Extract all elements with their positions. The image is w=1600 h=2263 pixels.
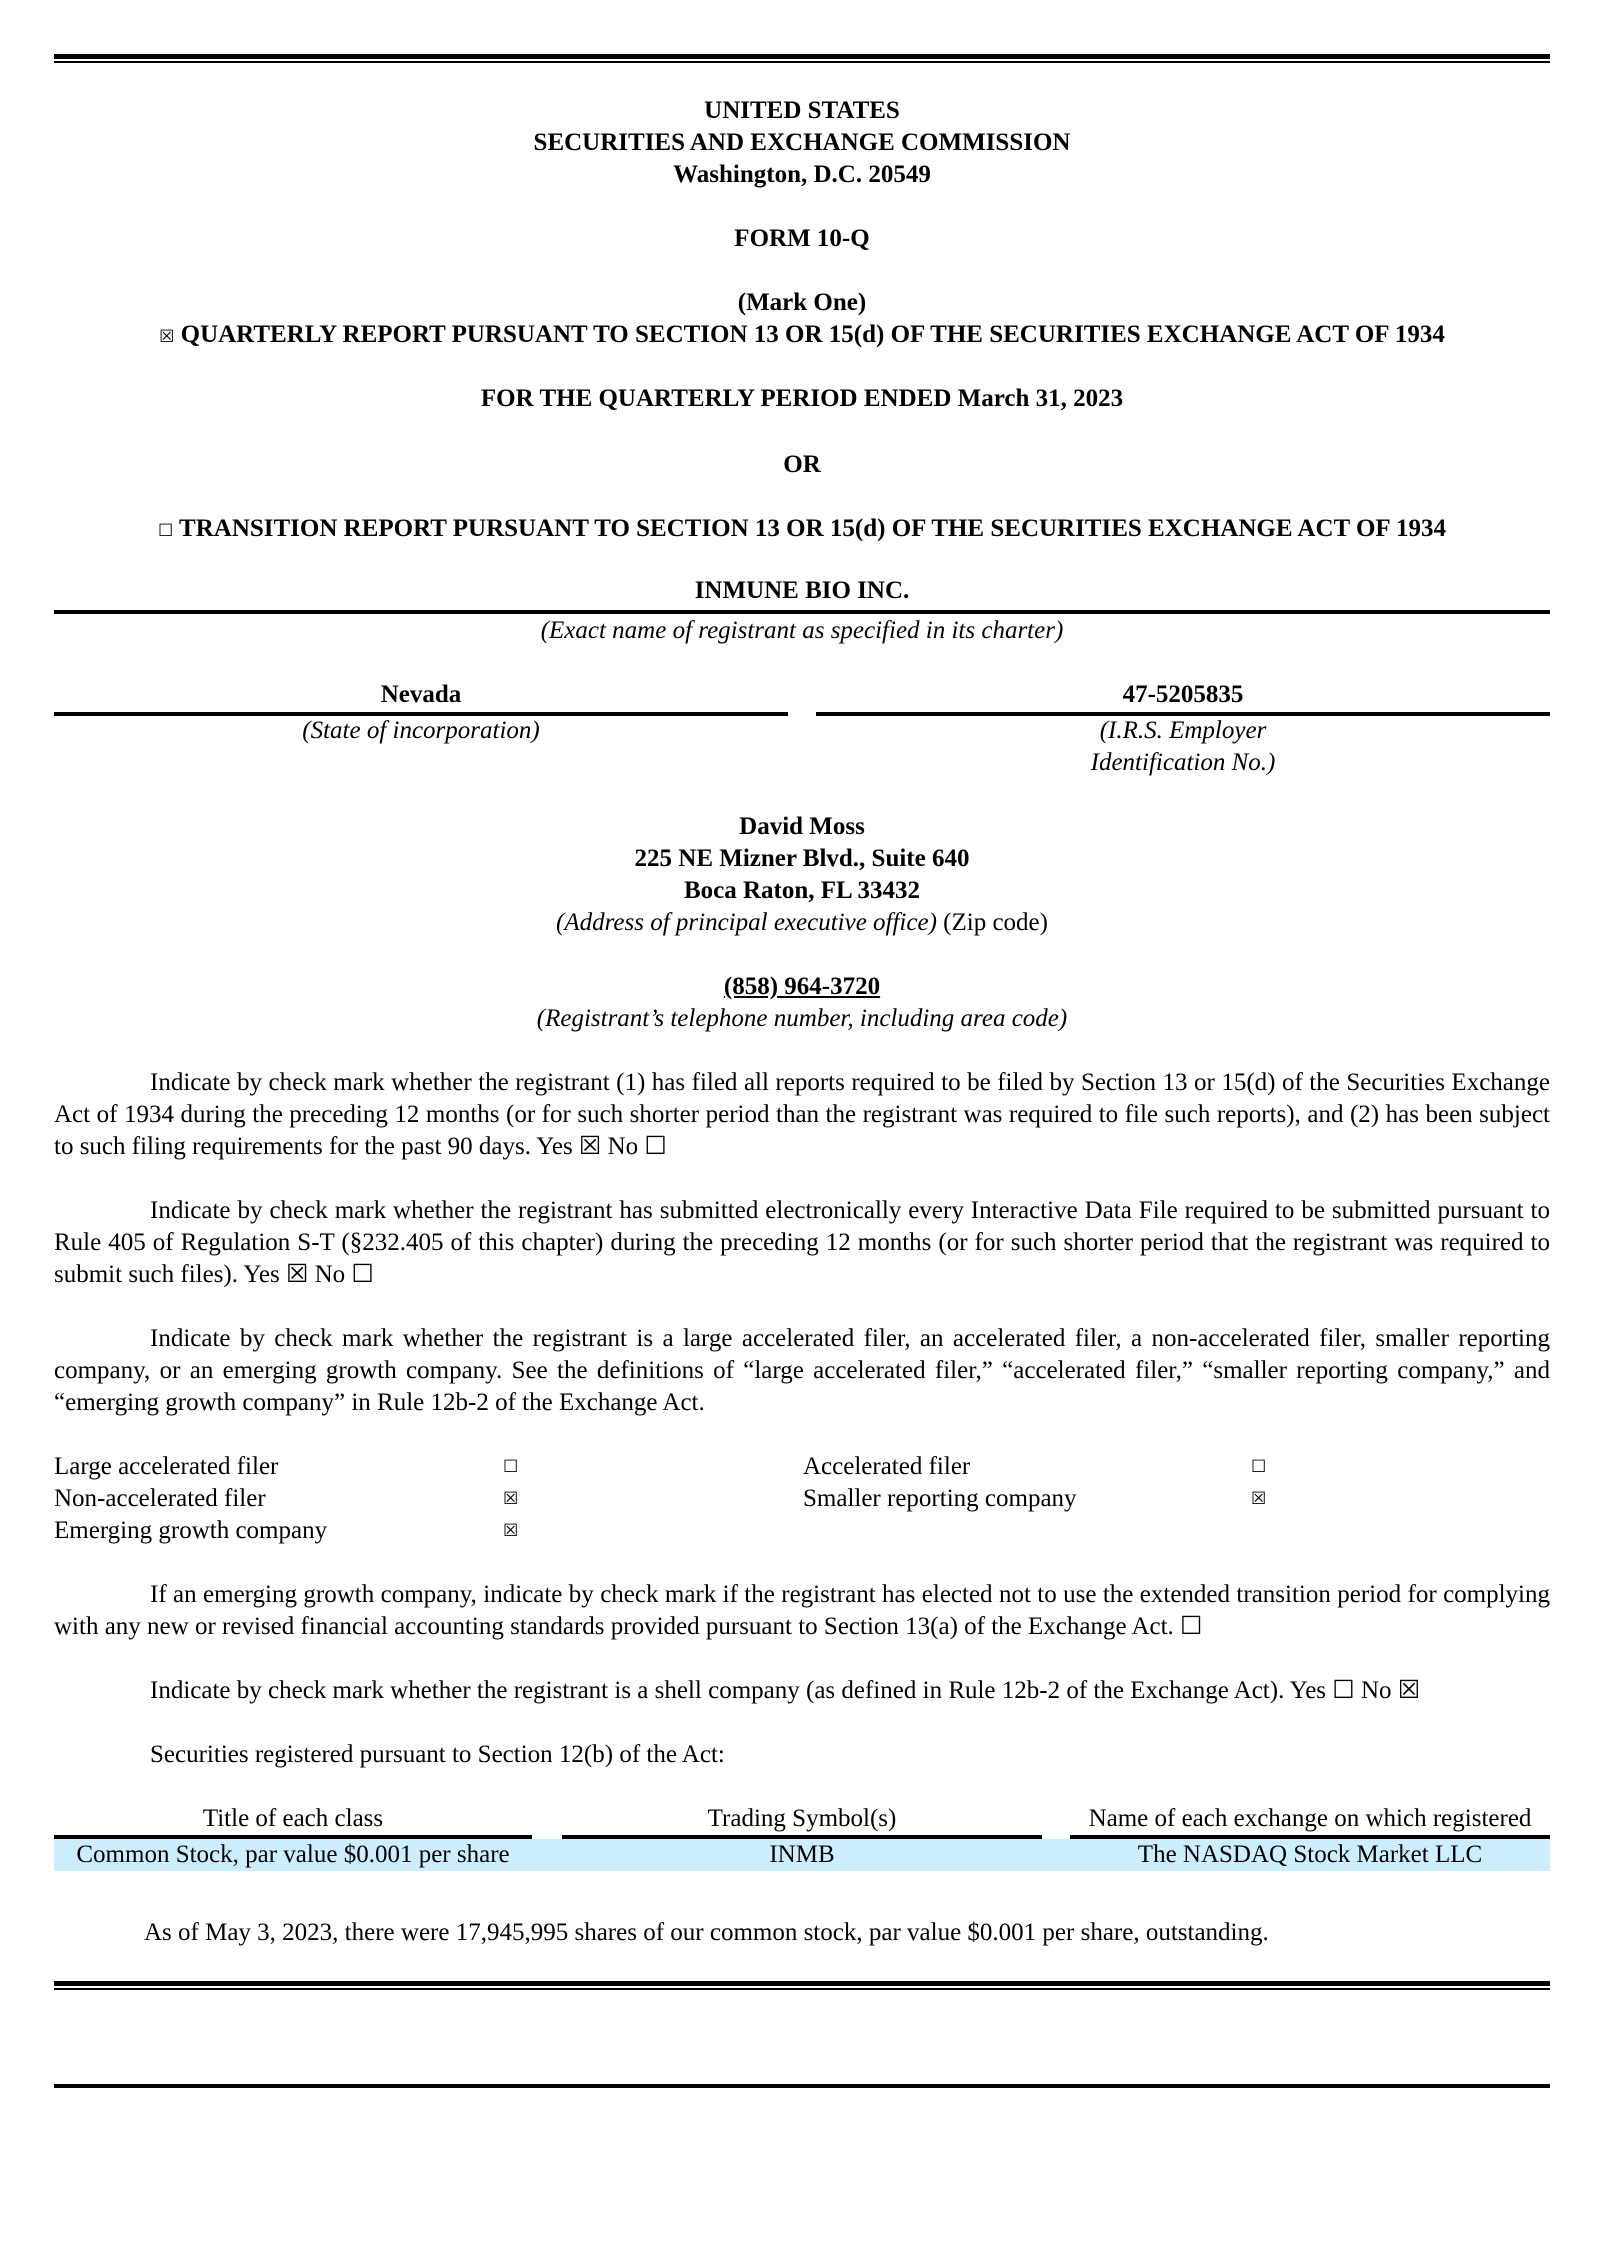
transition-report-line xyxy=(54,513,1550,547)
quarterly-report-line xyxy=(54,319,1550,353)
ein-value: 47-5205835 xyxy=(1122,681,1244,708)
transition-report-text: TRANSITION REPORT PURSUANT TO SECTION 13 OR 15(d) OF THE SECURITIES EXCHANGE ACT OF 1934 xyxy=(179,515,1447,542)
filer-box-large-accelerated[interactable]: ☐ xyxy=(503,1457,519,1476)
ein-caption xyxy=(816,715,1550,779)
or-separator: OR xyxy=(783,451,821,478)
filer-label-accelerated: Accelerated filer xyxy=(803,1453,971,1480)
address-block xyxy=(54,811,1550,907)
registrant-name-rule xyxy=(54,610,1550,614)
cell-exchange-name: The NASDAQ Stock Market LLC xyxy=(1070,1839,1550,1871)
header-trading-symbol: Trading Symbol(s) xyxy=(562,1803,1042,1839)
address-caption xyxy=(54,907,1550,939)
securities-table-header xyxy=(54,1803,1550,1839)
header-country: UNITED STATES xyxy=(704,97,900,124)
bottom-double-rule xyxy=(54,1981,1550,1990)
shares-outstanding: As of May 3, 2023, there were 17,945,995 shares of our common stock, par value $0.001 per share, outstanding. xyxy=(144,1919,1269,1946)
cell-class-title: Common Stock, par value $0.001 per share xyxy=(54,1839,532,1871)
ein-caption-line1: (I.R.S. Employer xyxy=(1099,717,1267,744)
contact-name: David Moss xyxy=(739,813,865,840)
state-caption: (State of incorporation) xyxy=(302,717,540,744)
header-exchange-name: Name of each exchange on which registered xyxy=(1070,1803,1550,1839)
street-address: 225 NE Mizner Blvd., Suite 640 xyxy=(634,845,970,872)
filer-label-emerging-growth: Emerging growth company xyxy=(54,1517,328,1544)
page-bottom-rule xyxy=(54,2084,1550,2088)
filer-box-smaller-reporting[interactable]: ☒ xyxy=(1251,1489,1267,1508)
quarterly-report-text: QUARTERLY REPORT PURSUANT TO SECTION 13 OR 15(d) OF THE SECURITIES EXCHANGE ACT OF 1934 xyxy=(180,321,1445,348)
filer-label-non-accelerated: Non-accelerated filer xyxy=(54,1485,266,1512)
state-value: Nevada xyxy=(380,681,462,708)
form-title: FORM 10-Q xyxy=(734,225,870,252)
header-commission: SECURITIES AND EXCHANGE COMMISSION xyxy=(533,129,1071,156)
ein-caption-line2: Identification No.) xyxy=(1090,749,1276,776)
filer-box-non-accelerated[interactable]: ☒ xyxy=(503,1489,519,1508)
header-location: Washington, D.C. 20549 xyxy=(673,161,931,188)
cell-trading-symbol: INMB xyxy=(562,1839,1042,1871)
paragraph-shell-company: Indicate by check mark whether the registrant is a shell company (as defined in Rule 12b-2 of the Exchange Act). Yes ☐ No ☒ xyxy=(150,1677,1421,1704)
quarterly-period: FOR THE QUARTERLY PERIOD ENDED March 31, 2023 xyxy=(480,385,1124,412)
agency-header xyxy=(54,95,1550,191)
top-double-rule xyxy=(54,54,1550,63)
city-state-zip: Boca Raton, FL 33432 xyxy=(683,877,921,904)
filer-box-emerging-growth[interactable]: ☒ xyxy=(503,1521,519,1540)
address-caption-italic: (Address of principal executive office) xyxy=(556,909,937,936)
phone-caption: (Registrant’s telephone number, including area code) xyxy=(536,1005,1068,1032)
paragraph-securities-registered: Securities registered pursuant to Section 12(b) of the Act: xyxy=(150,1741,725,1768)
filer-label-large-accelerated: Large accelerated filer xyxy=(54,1453,279,1480)
phone-number: (858) 964-3720 xyxy=(723,973,881,1000)
filer-label-smaller-reporting: Smaller reporting company xyxy=(803,1485,1077,1512)
paragraph-reports-filed: Indicate by check mark whether the registrant (1) has filed all reports required to be filed by Section 13 or 15(d) of the Securities Exchange Act of 1934 during the preceding 12 months (or for such shorter period than the registrant was required to file such reports), and (2) has been subject to such filing requirements for the past 90 days. Yes ☒ No ☐ xyxy=(54,1069,1550,1160)
quarterly-checkbox[interactable]: ☒ xyxy=(159,327,175,346)
securities-table xyxy=(54,1803,1550,1871)
table-row xyxy=(54,1839,1550,1871)
registrant-name: INMUNE BIO INC. xyxy=(694,577,910,604)
transition-checkbox[interactable]: ☐ xyxy=(157,521,174,540)
registrant-name-caption: (Exact name of registrant as specified in its charter) xyxy=(540,617,1064,644)
filer-box-accelerated[interactable]: ☐ xyxy=(1251,1457,1267,1476)
mark-one: (Mark One) xyxy=(737,289,867,316)
paragraph-interactive-data: Indicate by check mark whether the registrant has submitted electronically every Interactive Data File required to be submitted pursuant to Rule 405 of Regulation S-T (§232.405 of this chapter) during the preceding 12 months (or for such shorter period that the registrant was required to submit such files). Yes ☒ No ☐ xyxy=(54,1197,1550,1288)
securities-table-wrapper xyxy=(54,1803,1550,1871)
paragraph-filer-definitions: Indicate by check mark whether the registrant is a large accelerated filer, an accelerated filer, a non-accelerated filer, smaller reporting company, or an emerging growth company. See the definitions of “large accelerated filer,” “accelerated filer,” “smaller reporting company,” and “emerging growth company” in Rule 12b-2 of the Exchange Act. xyxy=(54,1325,1550,1416)
address-caption-zip: (Zip code) xyxy=(936,909,1048,936)
header-title-of-class: Title of each class xyxy=(54,1803,532,1839)
paragraph-transition-period: If an emerging growth company, indicate by check mark if the registrant has elected not to use the extended transition period for complying with any new or revised financial accounting standards provided pursuant to Section 13(a) of the Exchange Act. ☐ xyxy=(54,1581,1550,1640)
